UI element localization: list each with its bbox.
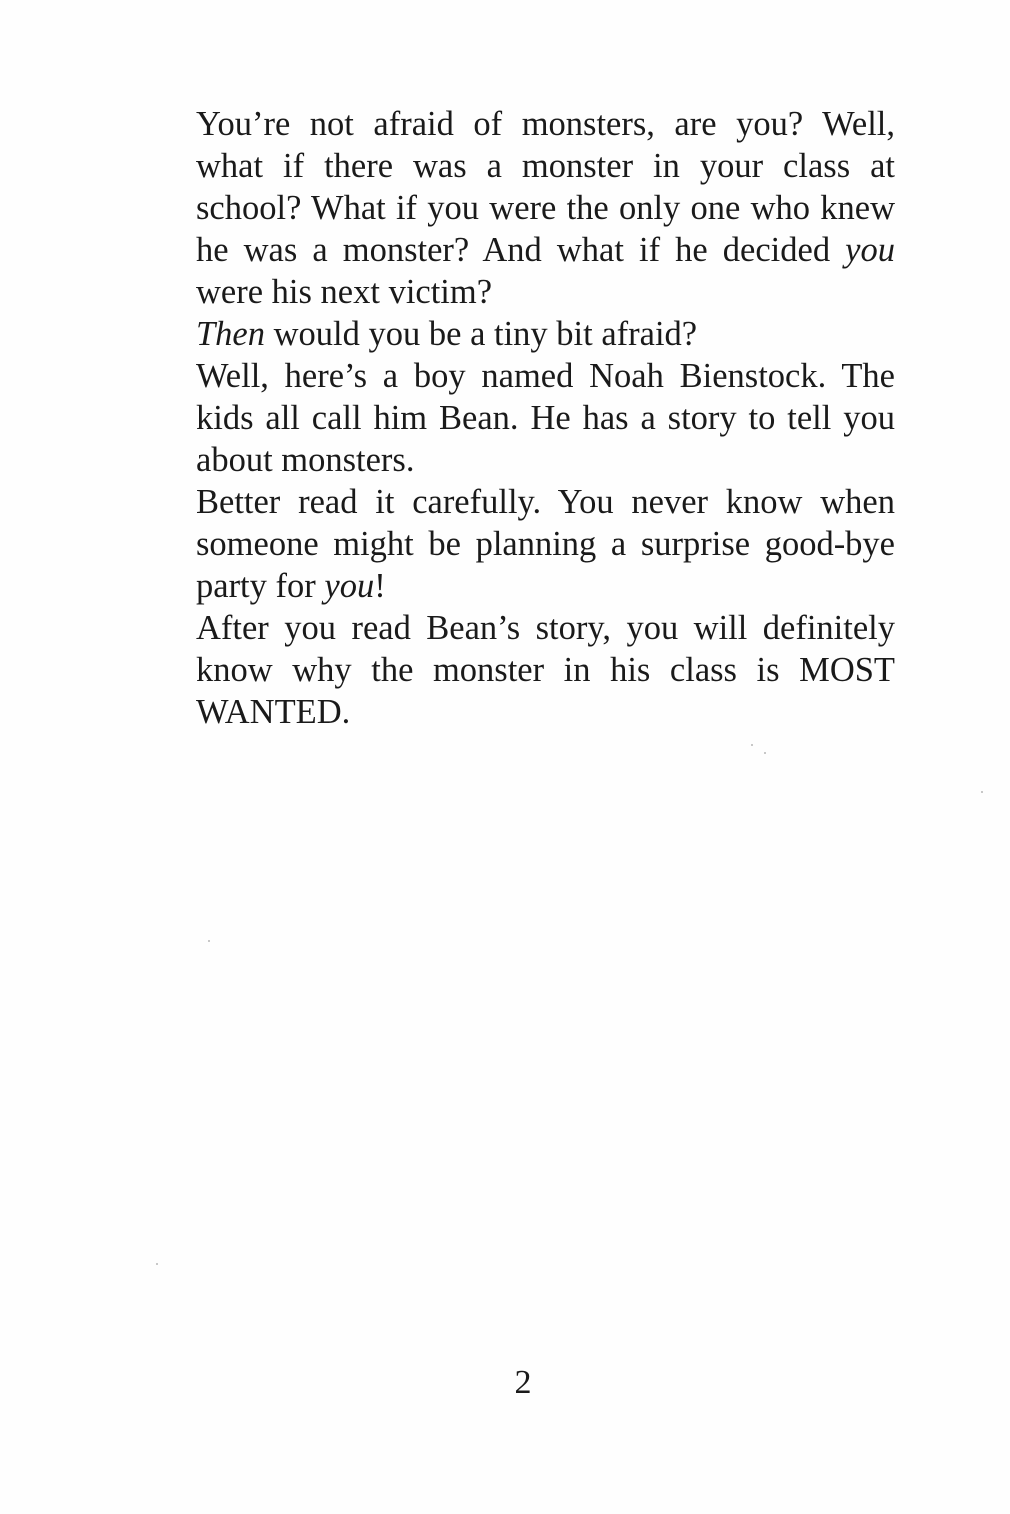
text-run: about monsters. bbox=[196, 441, 415, 479]
italic-run: you bbox=[324, 567, 375, 605]
text-run: would you be a tiny bit afraid? bbox=[265, 315, 698, 353]
text-run: he was a monster? And what if he decided bbox=[196, 231, 846, 269]
text-run: party for bbox=[196, 567, 325, 605]
text-line bbox=[162, 355, 895, 397]
text-line bbox=[162, 481, 895, 523]
text-run: someone might be planning a surprise good-bye bbox=[196, 525, 895, 563]
text-run: what if there was a monster in your class at bbox=[196, 147, 895, 185]
text-run: school? What if you were the only one who knew bbox=[196, 189, 895, 227]
italic-run: you bbox=[845, 231, 895, 269]
paper-speck bbox=[764, 752, 766, 754]
text-line bbox=[162, 607, 895, 649]
text-line bbox=[162, 187, 895, 229]
paper-speck bbox=[156, 1263, 158, 1265]
text-run: ! bbox=[374, 567, 386, 605]
text-run: Well, here’s a boy named Noah Bienstock. The bbox=[196, 357, 895, 395]
text-line bbox=[162, 397, 895, 439]
text-run: know why the monster in his class is MOST bbox=[196, 651, 895, 689]
text-run: After you read Bean’s story, you will definitely bbox=[196, 609, 895, 647]
text-run: WANTED. bbox=[196, 693, 351, 731]
text-line bbox=[162, 691, 895, 733]
body-text bbox=[162, 103, 895, 733]
paper-speck bbox=[981, 791, 983, 793]
text-run: kids all call him Bean. He has a story to tell you bbox=[196, 399, 895, 437]
text-line bbox=[162, 313, 895, 355]
text-run: were his next victim? bbox=[196, 273, 493, 311]
text-line bbox=[162, 103, 895, 145]
text-run: You’re not afraid of monsters, are you? Well, bbox=[196, 105, 895, 143]
text-line bbox=[162, 649, 895, 691]
text-line bbox=[162, 523, 895, 565]
text-line bbox=[162, 229, 895, 271]
italic-run: Then bbox=[196, 315, 265, 353]
text-run: Better read it carefully. You never know when bbox=[196, 483, 895, 521]
text-line bbox=[162, 439, 895, 481]
paragraph bbox=[162, 607, 895, 733]
text-line bbox=[162, 145, 895, 187]
paragraph bbox=[162, 355, 895, 481]
text-line bbox=[162, 565, 895, 607]
page-number: 2 bbox=[514, 1364, 532, 1401]
paragraph bbox=[162, 313, 895, 355]
text-line bbox=[162, 271, 895, 313]
paragraph bbox=[162, 481, 895, 607]
paper-speck bbox=[751, 744, 753, 746]
paper-speck bbox=[208, 940, 210, 942]
paragraph bbox=[162, 103, 895, 313]
